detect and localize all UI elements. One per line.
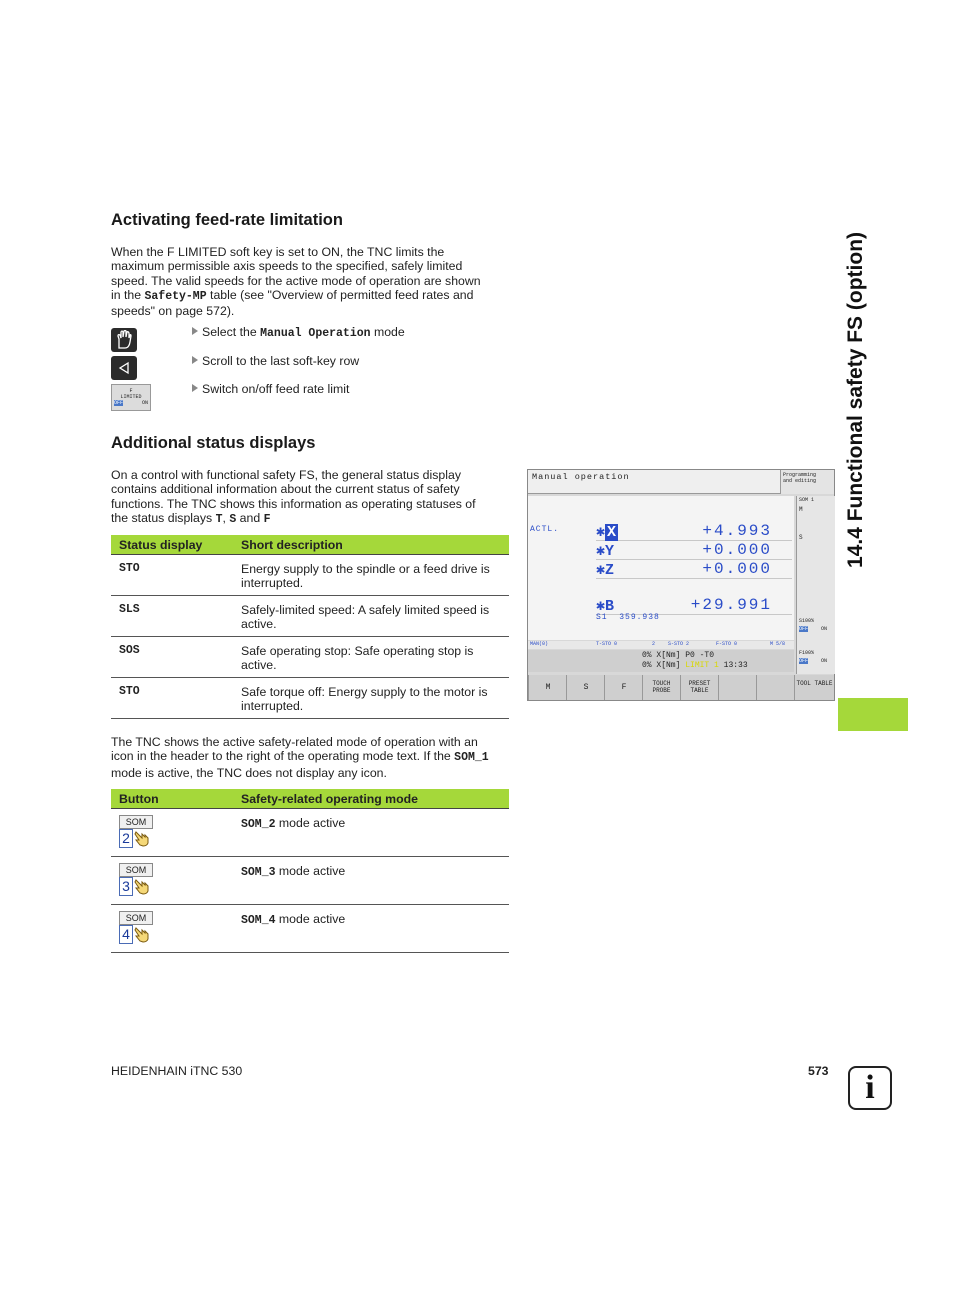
step-switch-limit: [192, 382, 349, 396]
text-run: the status displays: [111, 510, 216, 525]
table-cell-code: SOS: [111, 637, 233, 678]
step-select-mode: [192, 325, 405, 340]
som-number: 3: [119, 877, 133, 896]
table-cell-button: [111, 905, 233, 953]
right-label: F100%: [799, 650, 815, 656]
status-item: S-STO 2: [668, 641, 690, 647]
table-header: Status display: [111, 535, 233, 555]
axis-letter: Y: [605, 543, 615, 560]
override-lines: [528, 650, 794, 672]
text-run: Scroll to the last soft-key row: [202, 354, 360, 368]
axis-label: ✱Y: [596, 543, 615, 560]
table-cell-mode: [233, 857, 509, 905]
status-item: 2: [652, 641, 656, 647]
axis-row-x: [596, 522, 792, 541]
axis-row-y: [596, 541, 792, 560]
som-indicator: SOM 1: [799, 497, 815, 503]
text-run: mode active: [275, 912, 346, 926]
code-som: SOM_2: [241, 818, 276, 831]
som-2-button[interactable]: [119, 815, 151, 847]
axis-row-z: [596, 560, 792, 579]
right-label: M: [799, 506, 803, 513]
chapter-side-title: [826, 210, 886, 590]
text-line: [111, 749, 511, 765]
table-header: Safety-related operating mode: [233, 789, 509, 809]
status-item: MAN(0): [530, 641, 549, 647]
safety-status-row: [528, 641, 794, 649]
code-som-1: SOM_1: [454, 751, 489, 765]
som-number: 4: [119, 925, 133, 944]
axis-letter: B: [605, 598, 615, 615]
axis-value: +4.993: [702, 522, 772, 540]
text-line: functions. The TNC shows this information as operating statuses of: [111, 496, 476, 511]
tnc-screen-figure: [527, 469, 835, 701]
text-line: [111, 511, 511, 527]
table-cell-mode: [233, 809, 509, 857]
chapter-tab-marker: [838, 698, 908, 731]
som-4-button[interactable]: [119, 911, 151, 943]
s1-label: S1: [596, 613, 608, 622]
override-text: 0% X[Nm]: [642, 661, 681, 670]
screen-softkey-empty: [718, 675, 757, 700]
table-row: [111, 678, 509, 719]
mode-icon-paragraph: [111, 735, 511, 780]
status-item: F-STO 0: [716, 641, 738, 647]
axis-label: ✱Z: [596, 562, 615, 579]
right-label: S100%: [799, 618, 815, 624]
code-s: S: [229, 512, 237, 526]
text-line: mode is active, the TNC does not display any icon.: [111, 765, 387, 780]
softkey-label: LIMITED: [120, 394, 142, 400]
text-run: mode active: [275, 864, 346, 878]
triangle-left-icon: [117, 361, 131, 375]
code-som: SOM_3: [241, 866, 276, 879]
som-label: SOM: [119, 815, 153, 829]
limit-indicator: LIMIT 1: [685, 661, 719, 670]
table-cell-mode: [233, 905, 509, 953]
clock-time: 13:33: [723, 661, 748, 670]
table-row: [111, 596, 509, 637]
screen-softkey-preset-table: PRESET TABLE: [680, 675, 718, 700]
text-run: and: [236, 510, 264, 525]
axis-letter: Z: [605, 562, 615, 579]
table-row: [111, 555, 509, 596]
screen-softkey-m: M: [528, 675, 567, 700]
arrow-right-icon: [192, 356, 198, 364]
axis-label: ✱ X: [596, 524, 617, 541]
footer-brand: HEIDENHAIN iTNC 530: [111, 1064, 243, 1078]
prog-label: Programming: [783, 472, 817, 478]
code-safety-mp: Safety-MP: [144, 289, 207, 303]
table-cell-desc: Safely-limited speed: A safely limited speed is active.: [233, 596, 509, 637]
table-row: [111, 809, 509, 857]
screen-header: Manual operation: [528, 470, 780, 494]
table-row: [111, 905, 509, 953]
som-number: 2: [119, 829, 133, 848]
text-run: mode: [370, 325, 405, 339]
table-cell-button: [111, 809, 233, 857]
softkey-off: OFF: [114, 400, 124, 406]
prog-label: and editing: [783, 478, 817, 484]
text-run: Select the: [202, 325, 261, 339]
right-label: ON: [821, 626, 828, 632]
page-number: 573: [808, 1064, 829, 1078]
spindle-readout: [596, 613, 660, 622]
screen-softkey-f: F: [604, 675, 643, 700]
scroll-softkey-row-key[interactable]: [111, 356, 137, 380]
table-cell-code: STO: [111, 555, 233, 596]
text-line: The TNC shows the active safety-related mode of operation with an: [111, 735, 478, 749]
table-header: Button: [111, 789, 233, 809]
hand-icon: [115, 330, 133, 350]
table-header-row: [111, 535, 509, 555]
override-line: 0% X[Nm] P0 -T0: [642, 651, 715, 660]
right-label: OFF: [799, 626, 809, 632]
status-item: T-STO 0: [596, 641, 618, 647]
text-line: When the F LIMITED soft key is set to ON, the TNC limits the: [111, 245, 445, 259]
softkey-on: ON: [141, 400, 148, 406]
screen-softkey-touch-probe: TOUCH PROBE: [642, 675, 680, 700]
text-run: Switch on/off feed rate limit: [202, 382, 350, 396]
text-line: maximum permissible axis speeds to the specified, safely limited: [111, 259, 463, 274]
text-run: table (see "Overview of permitted feed rates and: [206, 287, 474, 302]
text-run: in the: [111, 287, 145, 302]
code-manual-operation: Manual Operation: [260, 327, 371, 340]
som-label: SOM: [119, 911, 153, 925]
status-item: M 5/8: [770, 641, 786, 647]
table-cell-code: STO: [111, 678, 233, 719]
s1-value: 359.938: [619, 613, 660, 622]
actl-label: ACTL.: [530, 525, 560, 534]
table-cell-desc: Energy supply to the spindle or a feed drive is interrupted.: [233, 555, 509, 596]
section-title-status: Additional status displays: [111, 434, 316, 452]
table-cell-desc: Safe torque off: Energy supply to the motor is interrupted.: [233, 678, 509, 719]
code-f: F: [263, 512, 271, 526]
text-line: speed. The valid speeds for the active mode of operation are shown: [111, 273, 481, 288]
som-3-button[interactable]: [119, 863, 151, 895]
axis-label: ✱B: [596, 598, 615, 615]
pointing-hand-icon: [133, 925, 151, 943]
code-som: SOM_4: [241, 914, 276, 927]
table-cell-desc: Safe operating stop: Safe operating stop is active.: [233, 637, 509, 678]
text-line: speeds" on page 572).: [111, 304, 235, 319]
screen-softkey-tool-table: TOOL TABLE: [794, 675, 834, 700]
text-run: mode active: [275, 816, 346, 830]
pointing-hand-icon: [133, 829, 151, 847]
text-line: [111, 288, 511, 304]
table-header-row: [111, 789, 509, 809]
table-row: [111, 637, 509, 678]
axis-value: +0.000: [702, 560, 772, 578]
table-cell-button: [111, 857, 233, 905]
arrow-right-icon: [192, 327, 198, 335]
table-header: Short description: [233, 535, 509, 555]
info-icon: i: [848, 1066, 892, 1110]
right-label: ON: [821, 658, 828, 664]
status-paragraph: [111, 468, 511, 527]
code-t: T: [215, 512, 223, 526]
section-title-feed-rate: Activating feed-rate limitation: [111, 211, 343, 229]
status-display-table: [111, 535, 509, 719]
som-label: SOM: [119, 863, 153, 877]
axis-value: +29.991: [690, 596, 772, 614]
text-line: On a control with functional safety FS, the general status display: [111, 468, 461, 482]
text-run: ,: [222, 510, 230, 525]
screen-softkey-empty: [756, 675, 795, 700]
f-limited-softkey[interactable]: [111, 384, 151, 411]
safety-mode-table: [111, 789, 509, 953]
right-label: S: [799, 534, 803, 541]
feed-rate-paragraph: [111, 245, 511, 318]
arrow-right-icon: [192, 384, 198, 392]
text-line: contains additional information about the current status of safety: [111, 482, 460, 497]
text-run: icon in the header to the right of the operating mode text. If the: [111, 749, 455, 764]
axis-value: +0.000: [702, 541, 772, 559]
step-scroll: [192, 354, 359, 368]
screen-softkey-s: S: [566, 675, 605, 700]
table-cell-code: SLS: [111, 596, 233, 637]
softkey-label: F: [129, 388, 133, 394]
pointing-hand-icon: [133, 877, 151, 895]
manual-operation-key[interactable]: [111, 328, 137, 352]
table-row: [111, 857, 509, 905]
axis-letter: X: [607, 524, 617, 541]
override-line: [642, 661, 748, 670]
chapter-title-text: 14.4 Functional safety FS (option): [844, 231, 867, 569]
right-label: OFF: [799, 658, 809, 664]
